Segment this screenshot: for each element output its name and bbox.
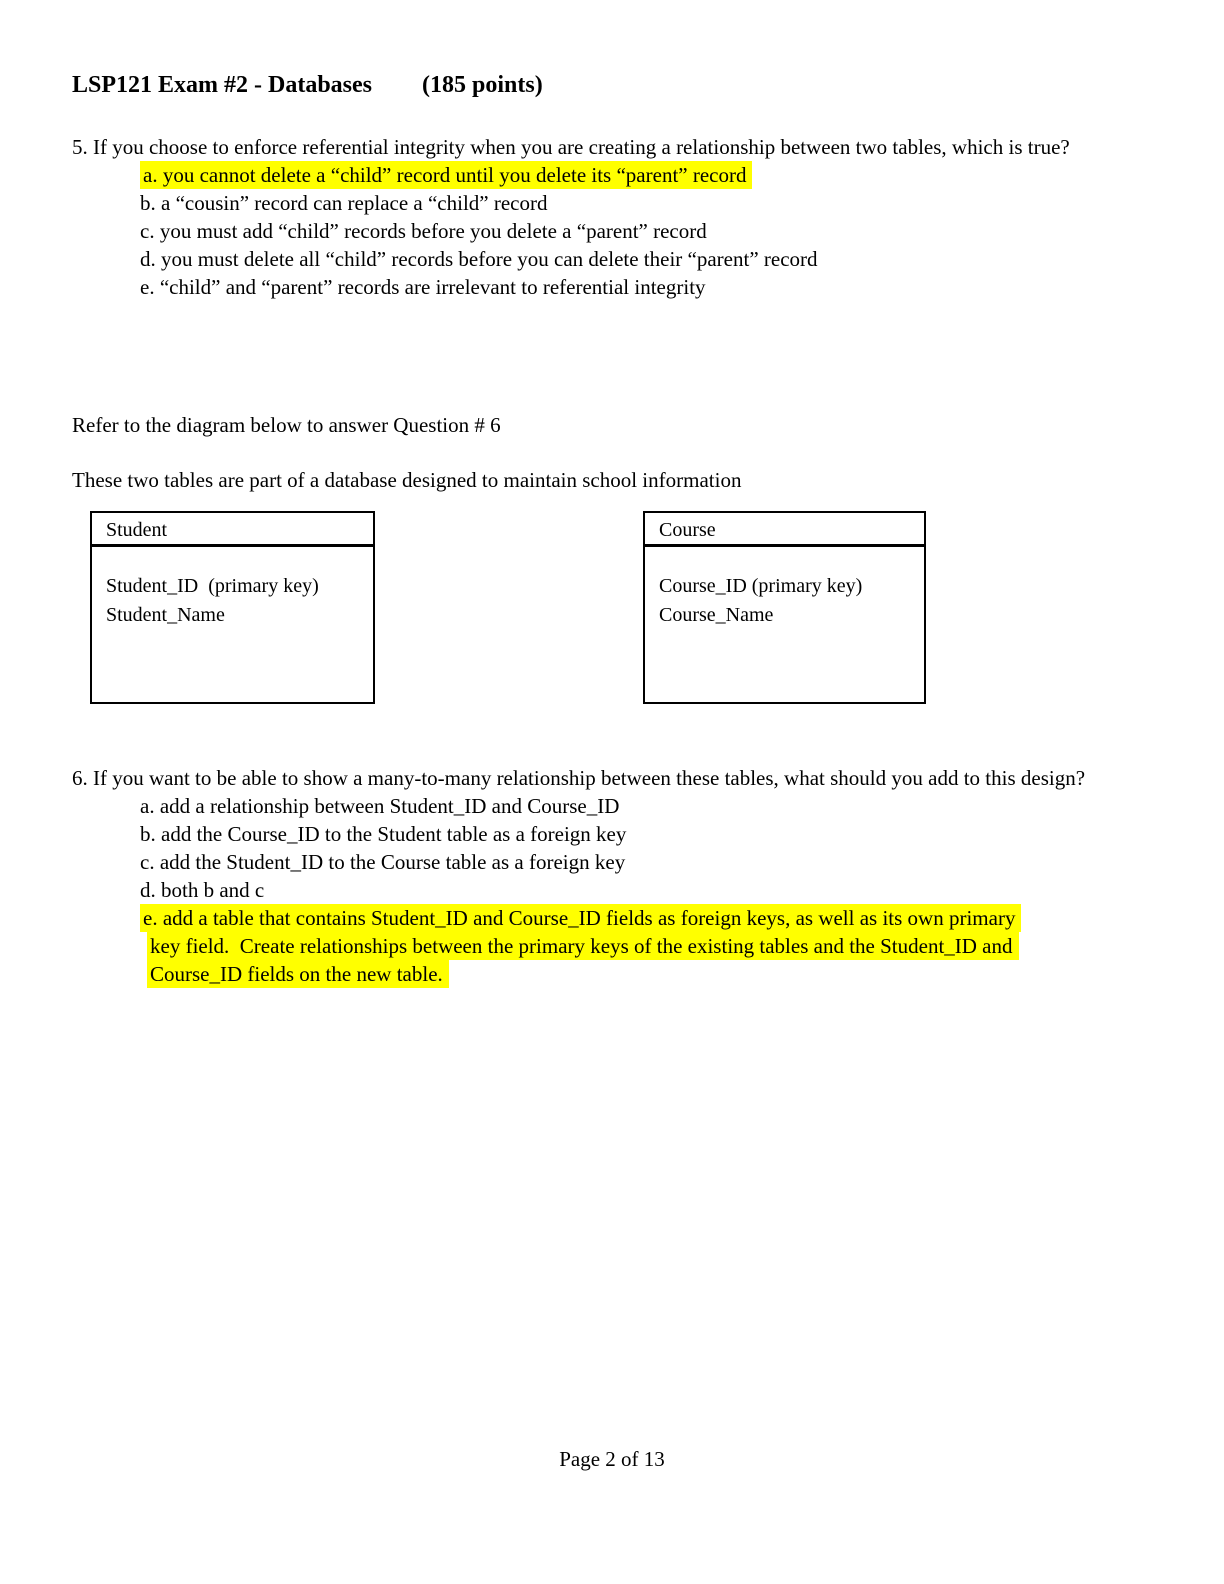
page-title <box>72 70 1158 100</box>
question-6-option-c: c. add the Student_ID to the Course table as a foreign key <box>140 850 626 874</box>
question-5-option-d: d. you must delete all “child” records before you can delete their “parent” record <box>140 247 818 271</box>
spacer <box>72 301 1158 411</box>
course-table-title: Course <box>645 513 924 547</box>
exam-title-text: LSP121 Exam #2 - Databases <box>72 72 373 98</box>
exam-points-text: (185 points) <box>422 72 543 98</box>
question-6-option-e-line-1 <box>140 904 1158 932</box>
highlighted-answer-q6-line-2: key field. Create relationships between the primary keys of the existing tables and the Student_ID and <box>147 932 1019 960</box>
student-name-field: Student_Name <box>106 604 225 626</box>
student-table-box <box>90 511 375 704</box>
question-6-option-e-line-3 <box>140 960 1158 988</box>
course-id-field: Course_ID (primary key) <box>659 575 863 597</box>
question-6-option-d: d. both b and c <box>140 878 265 902</box>
question-6-option-a: a. add a relationship between Student_ID and Course_ID <box>140 794 620 818</box>
highlighted-answer-q6-line-1: e. add a table that contains Student_ID and Course_ID fields as foreign keys, as well as its own primary <box>140 904 1021 932</box>
question-5-options <box>72 161 1158 301</box>
highlighted-answer-q5: a. you cannot delete a “child” record until you delete its “parent” record <box>140 161 752 189</box>
refer-to-diagram-text: Refer to the diagram below to answer Question # 6 <box>72 413 501 437</box>
question-5-option-c: c. you must add “child” records before you delete a “parent” record <box>140 219 707 243</box>
tables-intro-text: These two tables are part of a database designed to maintain school information <box>72 468 742 492</box>
database-diagram <box>72 511 1158 704</box>
question-6-block <box>72 764 1158 988</box>
page-number-footer: Page 2 of 13 <box>559 1447 665 1471</box>
question-5-prompt: 5. If you choose to enforce referential integrity when you are creating a relationship between two tables, which is true? <box>72 135 1070 159</box>
question-6-prompt: 6. If you want to be able to show a many-to-many relationship between these tables, what should you add to this design? <box>72 766 1086 790</box>
question-5-option-e: e. “child” and “parent” records are irrelevant to referential integrity <box>140 275 706 299</box>
course-table-fields <box>645 547 924 630</box>
student-table-fields <box>92 547 373 630</box>
question-6-option-e-line-2 <box>140 932 1158 960</box>
question-5-option-a <box>140 161 1158 189</box>
spacer <box>72 100 1158 133</box>
question-6-options <box>72 792 1158 988</box>
course-table-box <box>643 511 926 704</box>
student-id-field: Student_ID (primary key) <box>106 575 319 597</box>
highlighted-answer-q6-line-3: Course_ID fields on the new table. <box>147 960 449 988</box>
question-6-option-b: b. add the Course_ID to the Student table as a foreign key <box>140 822 627 846</box>
student-table-title: Student <box>92 513 373 547</box>
question-5-option-b: b. a “cousin” record can replace a “child” record <box>140 191 548 215</box>
course-name-field: Course_Name <box>659 604 774 626</box>
